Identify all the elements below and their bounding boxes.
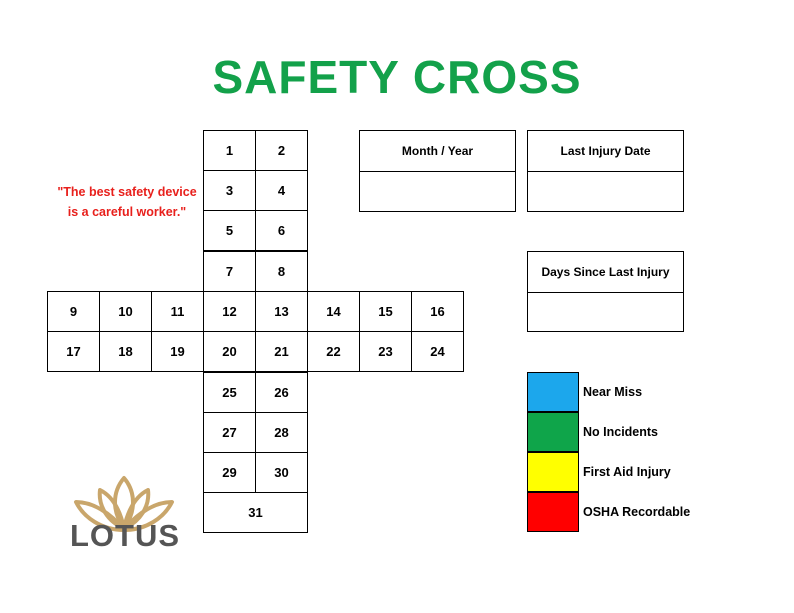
day-cell-16[interactable]: 16 (411, 291, 464, 332)
month-year-field[interactable] (360, 172, 515, 212)
legend-label-near-miss: Near Miss (583, 385, 643, 399)
day-cell-24[interactable]: 24 (411, 331, 464, 372)
day-cell-7[interactable]: 7 (203, 251, 256, 292)
day-cell-30[interactable]: 30 (255, 452, 308, 493)
day-cell-15[interactable]: 15 (359, 291, 412, 332)
day-cell-26[interactable]: 26 (255, 372, 308, 413)
last-injury-date-label: Last Injury Date (528, 131, 683, 172)
day-cell-31[interactable]: 31 (203, 492, 308, 533)
day-cell-18[interactable]: 18 (99, 331, 152, 372)
day-cell-27[interactable]: 27 (203, 412, 256, 453)
day-cell-29[interactable]: 29 (203, 452, 256, 493)
day-cell-25[interactable]: 25 (203, 372, 256, 413)
day-cell-2[interactable]: 2 (255, 130, 308, 171)
day-cell-6[interactable]: 6 (255, 210, 308, 251)
legend-swatch-near-miss (527, 372, 579, 412)
lotus-logo-text: LOTUS (70, 518, 181, 553)
days-since-injury-label: Days Since Last Injury (528, 252, 683, 293)
day-cell-20[interactable]: 20 (203, 331, 256, 372)
legend-swatch-first-aid (527, 452, 579, 492)
day-cell-14[interactable]: 14 (307, 291, 360, 332)
day-cell-4[interactable]: 4 (255, 170, 308, 211)
day-cell-13[interactable]: 13 (255, 291, 308, 332)
day-cell-21[interactable]: 21 (255, 331, 308, 372)
day-cell-23[interactable]: 23 (359, 331, 412, 372)
day-cell-19[interactable]: 19 (151, 331, 204, 372)
day-cell-17[interactable]: 17 (47, 331, 100, 372)
legend-label-osha: OSHA Recordable (583, 505, 691, 519)
day-cell-10[interactable]: 10 (99, 291, 152, 332)
day-cell-22[interactable]: 22 (307, 331, 360, 372)
month-year-box (359, 130, 516, 212)
days-since-injury-box (527, 251, 684, 332)
last-injury-date-box (527, 130, 684, 212)
legend-label-first-aid: First Aid Injury (583, 465, 671, 479)
last-injury-date-field[interactable] (528, 172, 683, 212)
day-cell-28[interactable]: 28 (255, 412, 308, 453)
days-since-injury-field[interactable] (528, 293, 683, 332)
day-cell-12[interactable]: 12 (203, 291, 256, 332)
day-cell-3[interactable]: 3 (203, 170, 256, 211)
legend-swatch-osha (527, 492, 579, 532)
legend-label-no-incidents: No Incidents (583, 425, 659, 439)
day-cell-9[interactable]: 9 (47, 291, 100, 332)
legend-swatch-no-incidents (527, 412, 579, 452)
month-year-label: Month / Year (360, 131, 515, 172)
day-cell-5[interactable]: 5 (203, 210, 256, 251)
day-cell-11[interactable]: 11 (151, 291, 204, 332)
day-cell-8[interactable]: 8 (255, 251, 308, 292)
page-title: SAFETY CROSS (212, 51, 582, 103)
safety-quote: "The best safety device is a careful worker." (57, 185, 197, 219)
day-cell-1[interactable]: 1 (203, 130, 256, 171)
